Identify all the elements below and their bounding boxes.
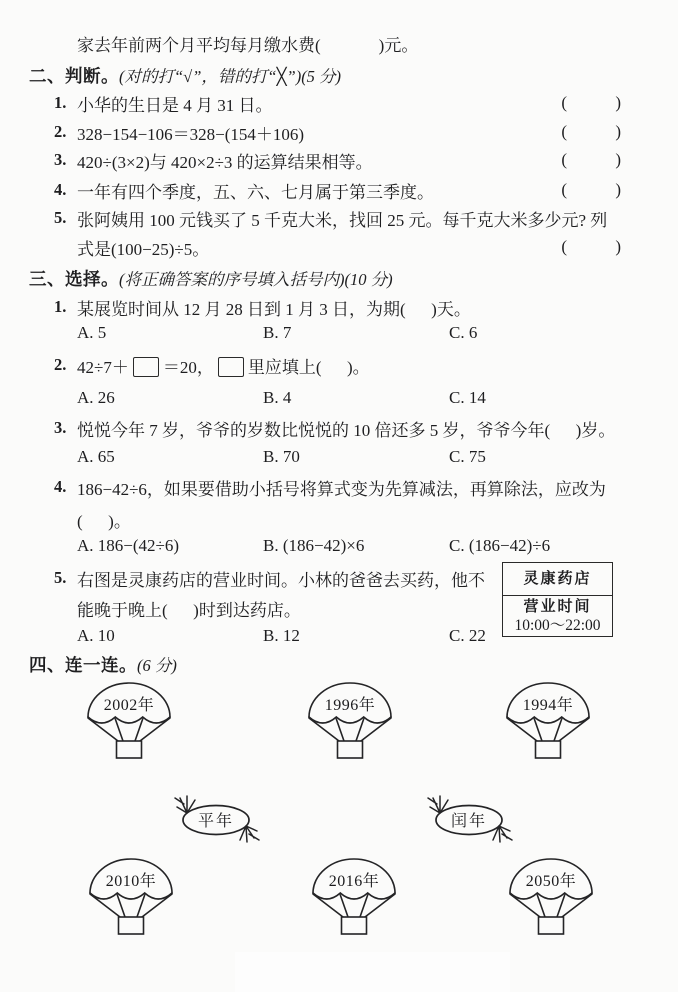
choice-item-4-line1 xyxy=(0,473,678,501)
option-c: C. (186−42)÷6 xyxy=(449,536,551,555)
item-number: 2. xyxy=(54,122,67,141)
choice-item-4-line2 xyxy=(0,505,678,533)
item-number: 3. xyxy=(54,418,67,437)
parachute-icon xyxy=(85,680,173,760)
item-number: 2. xyxy=(54,355,67,374)
answer-bracket: ( ) xyxy=(561,150,622,169)
item-text: 右图是灵康药店的营业时间。小林的爸爸去买药，他不 xyxy=(77,570,485,590)
option-c: C. 22 xyxy=(449,626,486,645)
section-choice-header xyxy=(0,264,678,292)
blank-square-box xyxy=(133,357,159,377)
parachute-year-label: 2002年 xyxy=(103,697,155,714)
parachute-year-label: 2016年 xyxy=(328,873,380,890)
pharmacy-hours-label: 营业时间 xyxy=(523,599,592,615)
item-text: 一年有四个季度，五、六、七月属于第三季度。 xyxy=(77,182,434,202)
item-number: 3. xyxy=(54,150,67,169)
option-a: A. 10 xyxy=(77,626,115,645)
judge-item-2 xyxy=(0,118,678,146)
item-text: 42÷7＋ xyxy=(77,357,129,377)
item-text: 186−42÷6，如果要借助小括号将算式变为先算减法，再算除法，应改为 xyxy=(77,479,606,499)
section-choice-title: 三、选择。 xyxy=(29,268,119,289)
year-type-oval xyxy=(422,791,518,843)
choice-item-4-options xyxy=(0,532,678,560)
option-a: A. 186−(42÷6) xyxy=(77,536,180,555)
section-judge-title: 二、判断。 xyxy=(29,65,119,86)
choice-item-1-options xyxy=(0,319,678,347)
parachute-icon xyxy=(507,856,595,936)
item-text: ＝20， xyxy=(162,357,214,377)
pharmacy-name: 灵康药店 xyxy=(503,563,612,596)
section-match-header xyxy=(0,650,678,678)
option-c: C. 6 xyxy=(449,323,478,342)
item-text: 里应填上( )。 xyxy=(247,357,370,377)
section-judge-note: (对的打“√”，错的打“╳”) xyxy=(119,67,302,86)
parachute-year-label: 1996年 xyxy=(324,697,376,714)
scan-artifact xyxy=(235,952,510,992)
intro-text-post: )元。 xyxy=(378,35,419,55)
item-text: 能晚于晚上( )时到达药店。 xyxy=(77,600,301,620)
choice-item-3 xyxy=(0,414,678,442)
answer-bracket: ( ) xyxy=(561,237,622,256)
pharmacy-sign-box xyxy=(502,562,613,637)
choice-item-2 xyxy=(0,351,678,379)
section-choice-score: (10 分) xyxy=(344,270,393,289)
option-c: C. 75 xyxy=(449,447,486,466)
judge-item-1 xyxy=(0,89,678,117)
year-type-oval xyxy=(169,791,265,843)
item-text: 某展览时间从 12 月 28 日到 1 月 3 日，为期( )天。 xyxy=(77,299,471,319)
section-judge-score: (5 分) xyxy=(301,67,342,86)
answer-bracket: ( ) xyxy=(561,93,622,112)
item-text: ( )。 xyxy=(77,511,131,531)
section-judge-header xyxy=(0,61,678,89)
pharmacy-hours-value: 10:00～22:00 xyxy=(514,617,601,634)
year-type-label: 平年 xyxy=(197,813,235,830)
item-text: 悦悦今年 7 岁，爷爷的岁数比悦悦的 10 倍还多 5 岁，爷爷今年( )岁。 xyxy=(77,420,616,440)
judge-item-4 xyxy=(0,176,678,204)
item-text: 小华的生日是 4 月 31 日。 xyxy=(77,95,273,115)
judge-item-5-line1 xyxy=(0,204,678,232)
item-number: 1. xyxy=(54,93,67,112)
parachute-icon xyxy=(306,680,394,760)
parachute-icon xyxy=(87,856,175,936)
parachute-year-label: 2050年 xyxy=(525,873,577,890)
option-b: B. 70 xyxy=(263,447,300,466)
choice-item-1 xyxy=(0,293,678,321)
intro-line xyxy=(0,29,678,57)
option-b: B. (186−42)×6 xyxy=(263,536,365,555)
section-match-score: (6 分) xyxy=(137,656,177,675)
option-c: C. 14 xyxy=(449,388,486,407)
judge-item-3 xyxy=(0,146,678,174)
item-number: 1. xyxy=(54,297,67,316)
option-a: A. 65 xyxy=(77,447,115,466)
option-b: B. 4 xyxy=(263,388,292,407)
option-a: A. 26 xyxy=(77,388,115,407)
parachute-year-label: 2010年 xyxy=(105,873,157,890)
judge-item-5-line2 xyxy=(0,233,678,261)
choice-item-3-options xyxy=(0,443,678,471)
parachute-year-label: 1994年 xyxy=(522,697,574,714)
item-text: 420÷(3×2)与 420×2÷3 的运算结果相等。 xyxy=(77,152,373,172)
answer-bracket: ( ) xyxy=(561,180,622,199)
blank-square-box xyxy=(218,357,244,377)
item-number: 4. xyxy=(54,180,67,199)
item-number: 5. xyxy=(54,568,67,587)
parachute-icon xyxy=(310,856,398,936)
item-number: 4. xyxy=(54,477,67,496)
intro-text-pre: 家去年前两个月平均每月缴水费( xyxy=(77,35,321,55)
answer-bracket: ( ) xyxy=(561,122,622,141)
item-text: 328−154−106＝328−(154＋106) xyxy=(77,124,305,144)
item-number: 5. xyxy=(54,208,67,227)
parachute-icon xyxy=(504,680,592,760)
section-choice-note: (将正确答案的序号填入括号内) xyxy=(119,270,345,289)
choice-item-2-options xyxy=(0,384,678,412)
item-text: 式是(100−25)÷5。 xyxy=(77,239,210,259)
item-text: 张阿姨用 100 元钱买了 5 千克大米，找回 25 元。每千克大米多少元? 列 xyxy=(77,210,608,230)
option-b: B. 7 xyxy=(263,323,292,342)
section-match-title: 四、连一连。 xyxy=(29,654,137,675)
year-type-label: 闰年 xyxy=(450,813,488,830)
option-b: B. 12 xyxy=(263,626,300,645)
option-a: A. 5 xyxy=(77,323,107,342)
